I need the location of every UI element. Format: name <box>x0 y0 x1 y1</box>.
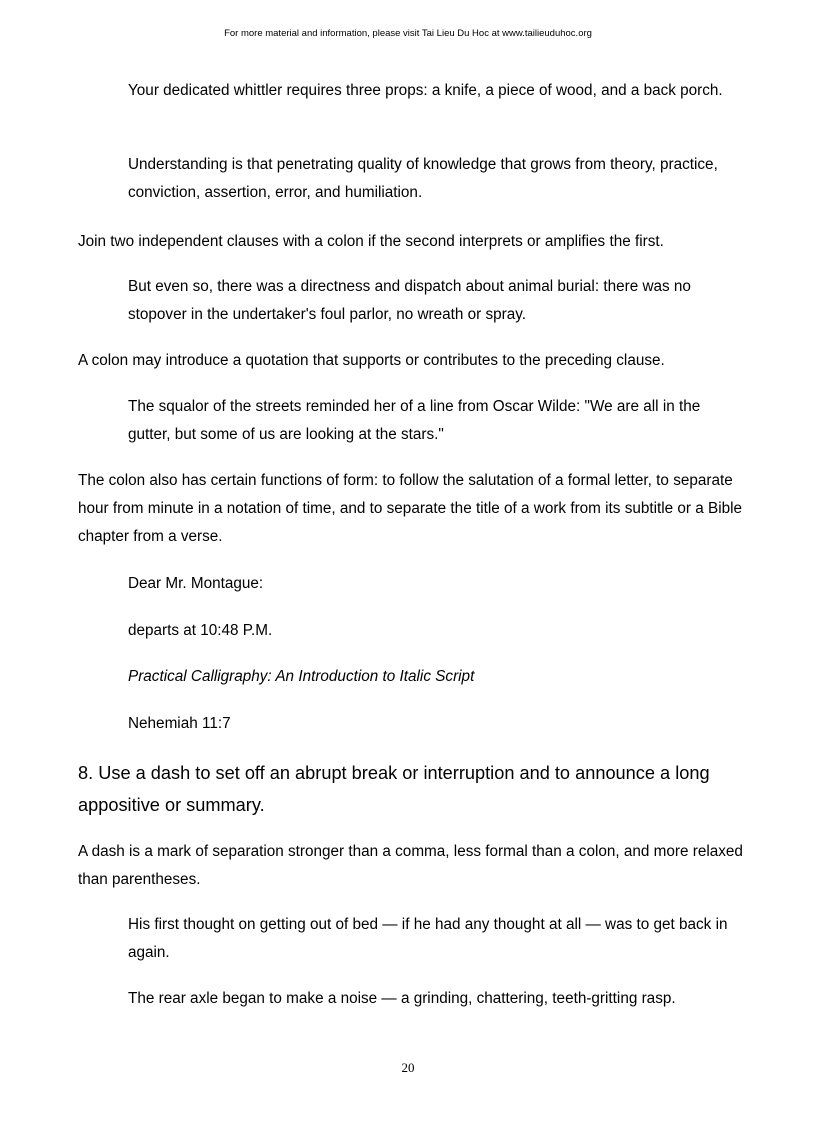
example-understanding: Understanding is that penetrating quality of knowledge that grows from theory, practice, conviction, assertion, error, and humiliation. <box>128 156 718 201</box>
example-title: Practical Calligraphy: An Introduction to Italic Script <box>128 668 475 685</box>
example-wilde: The squalor of the streets reminded her of a line from Oscar Wilde: "We are all in the gutter, but some of us are looking at the stars." <box>128 398 701 443</box>
section-heading: 8. Use a dash to set off an abrupt break or interruption and to announce a long appositive or summary. <box>78 763 710 815</box>
example-bed: His first thought on getting out of bed — if he had any thought at all — was to get back in again. <box>128 916 728 961</box>
dash-description: A dash is a mark of separation stronger than a comma, less formal than a colon, and more relaxed than parentheses. <box>78 843 743 888</box>
example-axle: The rear axle began to make a noise — a grinding, chattering, teeth-gritting rasp. <box>128 990 676 1007</box>
example-whittler: Your dedicated whittler requires three props: a knife, a piece of wood, and a back porch. <box>128 82 723 99</box>
rule-quotation: A colon may introduce a quotation that supports or contributes to the preceding clause. <box>78 352 665 369</box>
example-salutation: Dear Mr. Montague: <box>128 575 264 592</box>
page-number: 20 <box>401 1060 415 1075</box>
header-note: For more material and information, please visit Tai Lieu Du Hoc at www.tailieuduhoc.org <box>224 28 592 39</box>
example-burial: But even so, there was a directness and dispatch about animal burial: there was no stopover in the undertaker's foul parlor, no wreath or spray. <box>128 278 691 323</box>
example-time: departs at 10:48 P.M. <box>128 622 273 639</box>
rule-two-clauses: Join two independent clauses with a colon if the second interprets or amplifies the first. <box>78 233 664 250</box>
rule-form: The colon also has certain functions of form: to follow the salutation of a formal letter, to separate hour from minute in a notation of time, and to separate the title of a work from its subtitle or a Bible chapter from a verse. <box>78 472 743 545</box>
example-verse: Nehemiah 11:7 <box>128 715 231 732</box>
